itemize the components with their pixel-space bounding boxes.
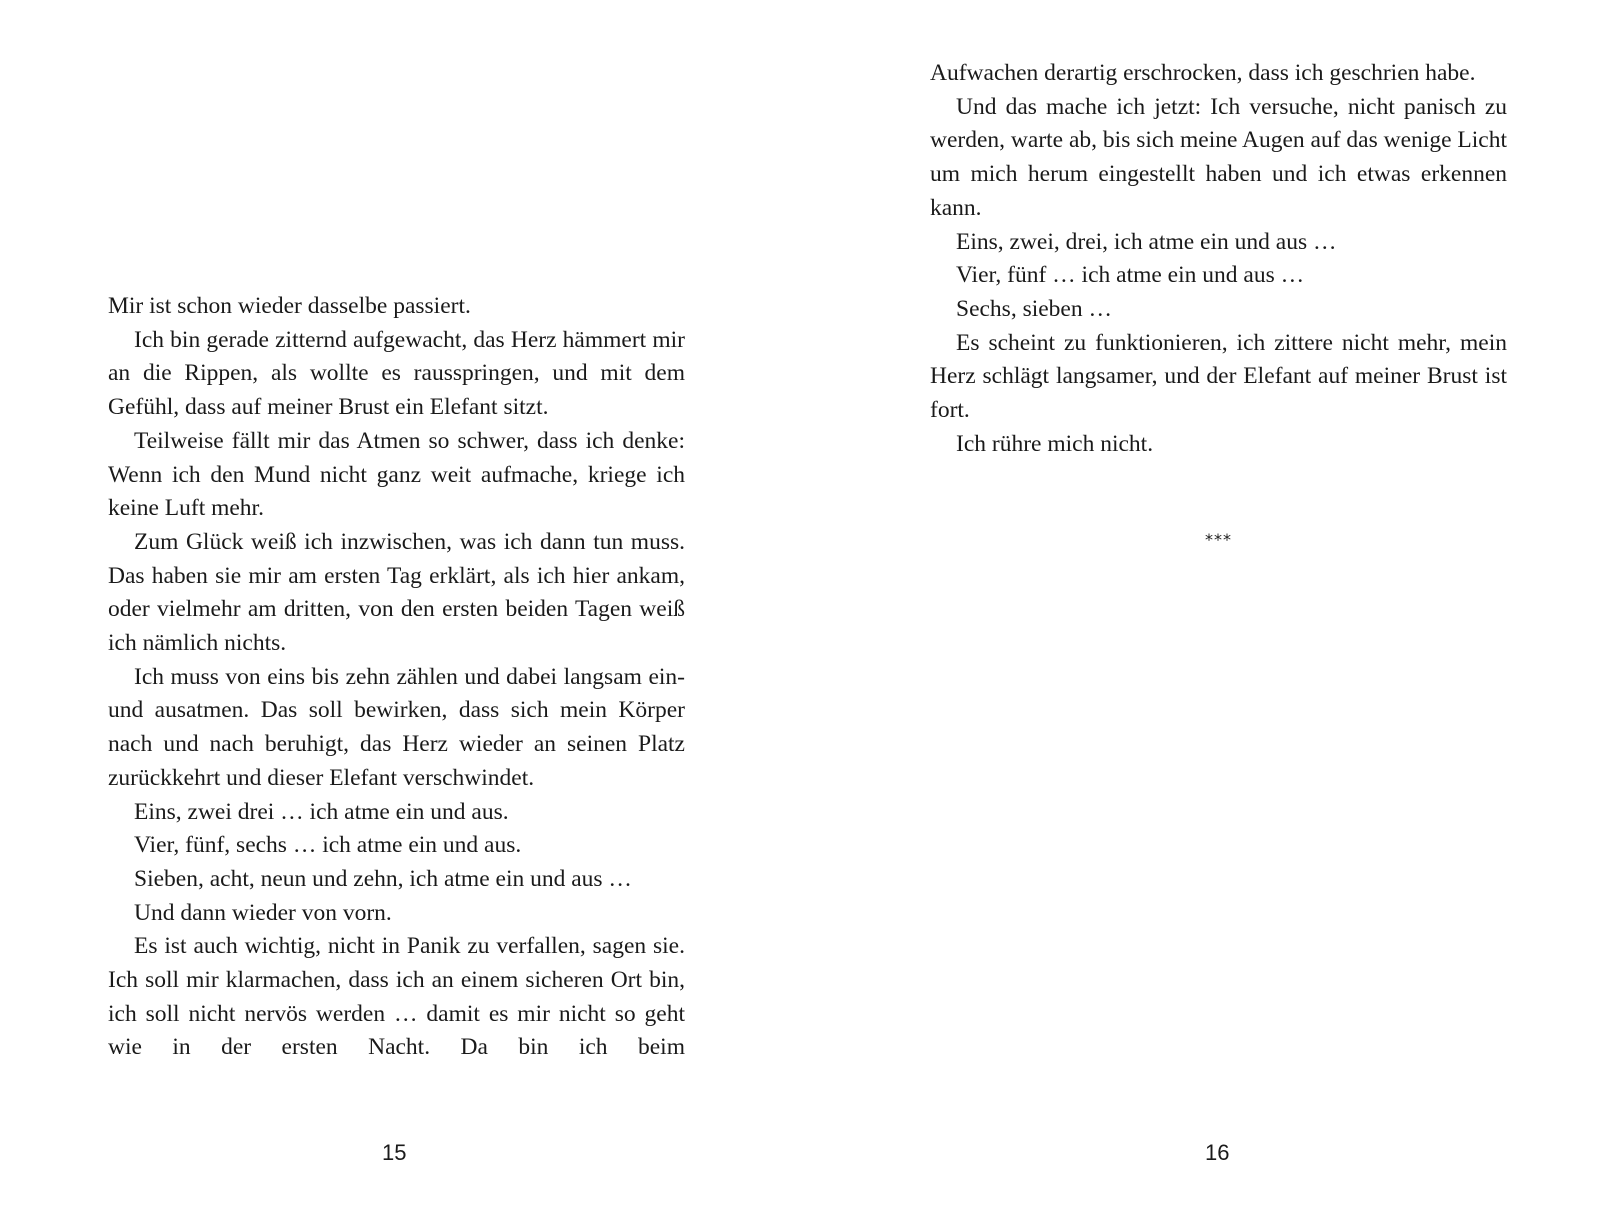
paragraph: Und das mache ich jetzt: Ich versuche, nicht panisch zu werden, warte ab, bis sich meine Augen auf das wenige Licht um mich herum eingestellt haben und ich etwas erkennen kann.	[930, 93, 1507, 221]
paragraph: Es ist auch wichtig, nicht in Panik zu verfallen, sagen sie. Ich soll mir klarmachen, dass ich an einem sicheren Ort bin, ich soll nicht nervös werden … damit es mir nicht so geht wie in der ersten Nacht. Da bin ich beim	[108, 933, 685, 1061]
paragraph: Sechs, sieben …	[956, 295, 1112, 322]
paragraph: Eins, zwei, drei, ich atme ein und aus …	[956, 228, 1337, 255]
paragraph: Vier, fünf … ich atme ein und aus …	[956, 262, 1305, 289]
paragraph: Vier, fünf, sechs … ich atme ein und aus.	[134, 832, 522, 859]
paragraph: Mir ist schon wieder dasselbe passiert.	[108, 293, 471, 319]
page-number: 15	[382, 1140, 407, 1165]
paragraph: Teilweise fällt mir das Atmen so schwer, dass ich denke: Wenn ich den Mund nicht ganz weit aufmache, kriege ich keine Luft mehr.	[108, 427, 685, 522]
paragraph: Ich muss von eins bis zehn zählen und dabei langsam ein- und ausatmen. Das soll bewirken, dass sich mein Körper nach und nach beruhigt, das Herz wieder an seinen Platz zurückkehrt und dieser Elefant verschwindet.	[108, 663, 685, 791]
paragraph: Zum Glück weiß ich inzwischen, was ich dann tun muss. Das haben sie mir am ersten Tag erklärt, als ich hier ankam, oder vielmehr am dritten, von den ersten beiden Tagen weiß ich nämlich nichts.	[108, 528, 685, 657]
paragraph: Es scheint zu funktionieren, ich zittere nicht mehr, mein Herz schlägt langsamer, und der Elefant auf meiner Brust ist fort.	[930, 329, 1507, 424]
paragraph: Und dann wieder von vorn.	[134, 899, 392, 926]
section-break-asterisks: ***	[1205, 530, 1232, 549]
left-page-text	[108, 290, 685, 1065]
paragraph: Ich rühre mich nicht.	[956, 430, 1154, 457]
paragraph: Eins, zwei drei … ich atme ein und aus.	[134, 798, 509, 825]
page-number: 16	[1205, 1140, 1230, 1165]
right-page	[800, 0, 1600, 1216]
right-page-text	[930, 57, 1507, 461]
paragraph: Ich bin gerade zitternd aufgewacht, das Herz hämmert mir an die Rippen, als wollte es rausspringen, und mit dem Gefühl, dass auf meiner Brust ein Elefant sitzt.	[108, 326, 685, 421]
paragraph: Aufwachen derartig erschrocken, dass ich geschrien habe.	[930, 60, 1476, 86]
paragraph: Sieben, acht, neun und zehn, ich atme ein und aus …	[134, 865, 632, 892]
